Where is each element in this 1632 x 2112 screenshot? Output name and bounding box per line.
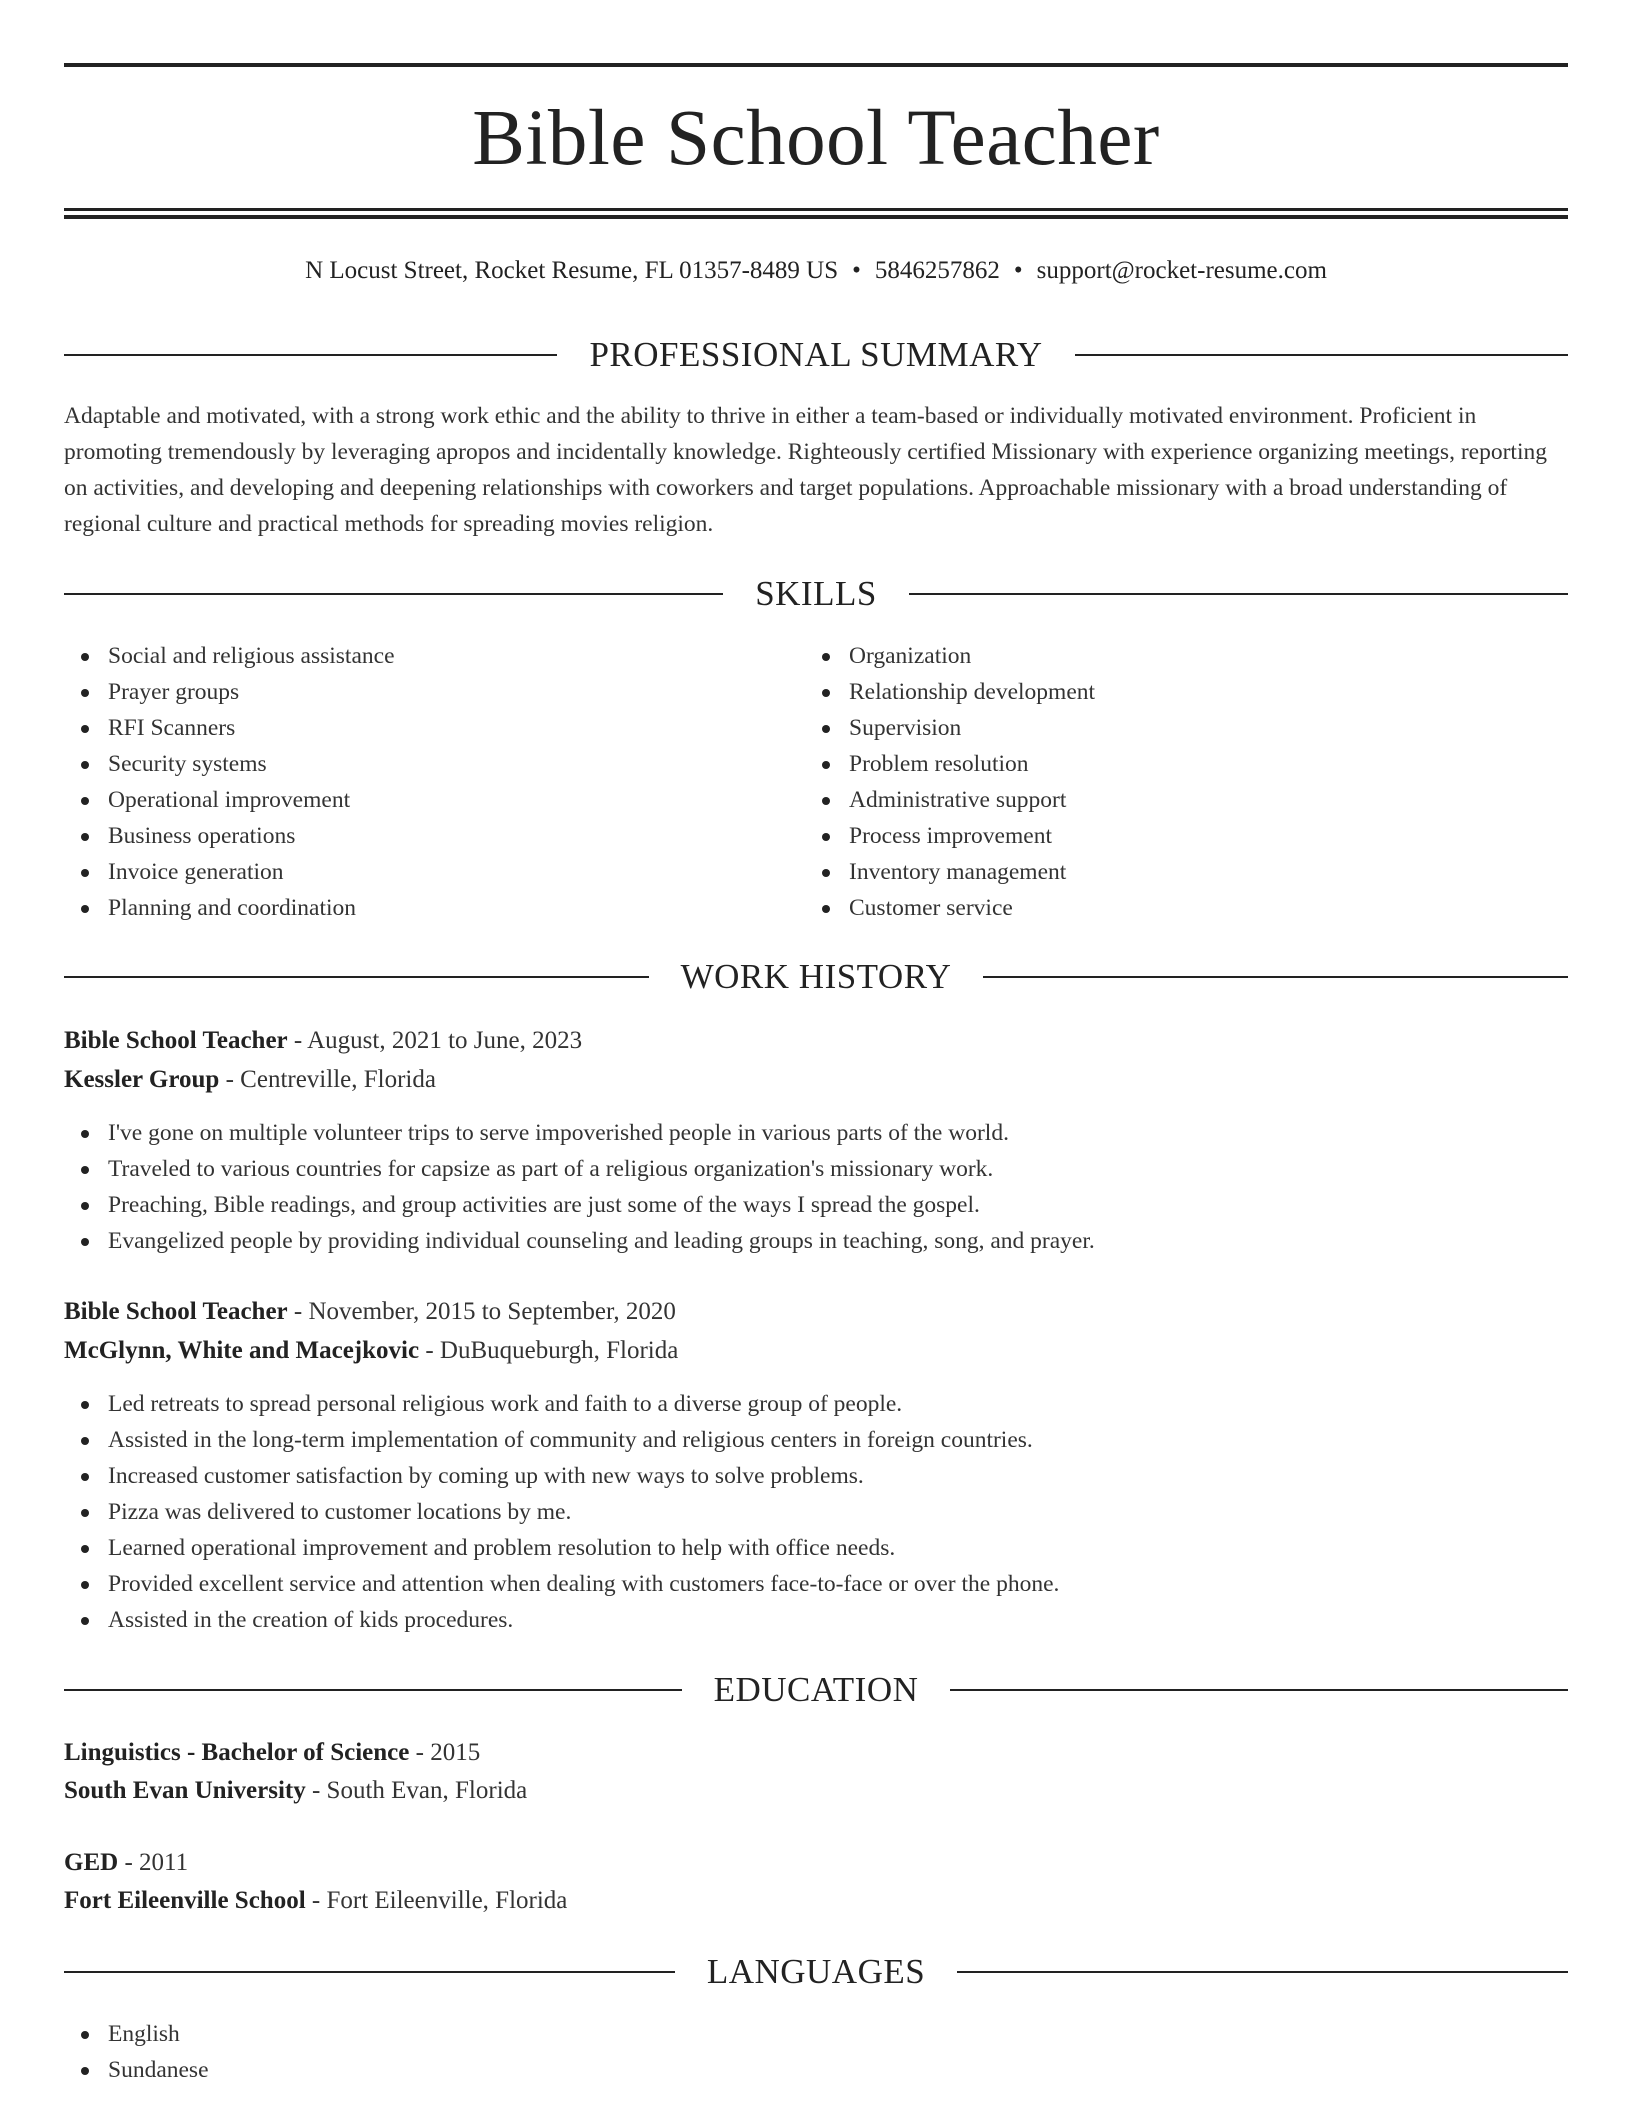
skill-item: Process improvement [805, 818, 1095, 854]
section-heading-languages [64, 1950, 1568, 1994]
heading-rule [64, 976, 649, 978]
education-school: South Evan University [64, 1777, 306, 1804]
skill-item: Problem resolution [805, 746, 1095, 782]
section-title: PROFESSIONAL SUMMARY [589, 335, 1043, 374]
skill-item: Security systems [64, 746, 395, 782]
job-title-line [64, 1293, 1568, 1331]
job-company-line [64, 1061, 1568, 1099]
section-title: WORK HISTORY [680, 957, 952, 996]
skills-list-left [64, 638, 395, 926]
header-top-rule [64, 63, 1568, 67]
job-bullet: Assisted in the creation of kids procedures. [64, 1602, 1059, 1638]
dash: - [409, 1739, 431, 1766]
education-school: Fort Eileenville School [64, 1887, 306, 1914]
dash: - [287, 1027, 308, 1054]
heading-rule [64, 354, 557, 356]
section-title: SKILLS [755, 574, 877, 613]
job-location: DuBuqueburgh, Florida [439, 1337, 679, 1364]
dash: - [118, 1849, 140, 1876]
skill-item: RFI Scanners [64, 710, 395, 746]
education-year: 2011 [139, 1849, 189, 1876]
skill-item: Operational improvement [64, 782, 395, 818]
skills-list-right [805, 638, 1095, 926]
dash: - [305, 1777, 327, 1804]
section-heading-summary [64, 333, 1568, 377]
job-company: McGlynn, White and Macejkovic [64, 1337, 420, 1364]
dash: - [419, 1337, 440, 1364]
job-bullet: Pizza was delivered to customer locations by me. [64, 1494, 1059, 1530]
heading-rule [64, 1689, 682, 1691]
skill-item: Customer service [805, 890, 1095, 926]
dash: - [305, 1887, 327, 1914]
education-degree-line [64, 1844, 1568, 1882]
job-bullet: Traveled to various countries for capsize as part of a religious organization's missionary work. [64, 1151, 1095, 1187]
education-degree-line [64, 1734, 1568, 1772]
education-school-line [64, 1882, 1568, 1920]
heading-rule [983, 976, 1568, 978]
header-bottom-rule [64, 208, 1568, 211]
skill-item: Organization [805, 638, 1095, 674]
job-bullet: Evangelized people by providing individual counseling and leading groups in teaching, song, and prayer. [64, 1223, 1095, 1259]
section-heading-work-history [64, 955, 1568, 999]
job-dates: November, 2015 to September, 2020 [308, 1298, 676, 1325]
job-bullets [64, 1386, 1059, 1638]
contact-phone: 5846257862 [874, 257, 1000, 284]
skill-item: Social and religious assistance [64, 638, 395, 674]
job-dates: August, 2021 to June, 2023 [307, 1027, 583, 1054]
job-title: Bible School Teacher [64, 1027, 288, 1054]
languages-list [64, 2016, 209, 2088]
job-bullet: Increased customer satisfaction by coming up with new ways to solve problems. [64, 1458, 1059, 1494]
candidate-name: Bible School Teacher [472, 95, 1160, 182]
job-company-line [64, 1332, 1568, 1370]
heading-rule [909, 593, 1568, 595]
header-bottom-rule-double [64, 215, 1568, 219]
job-bullet: Led retreats to spread personal religious work and faith to a diverse group of people. [64, 1386, 1059, 1422]
summary-text: Adaptable and motivated, with a strong work ethic and the ability to thrive in either a team-based or individually motivated environment. Proficient in promoting tremendously by leveraging apropos and incidentally knowledge. Righteously certified Missionary with experience organizing meetings, reporting on activities, and developing and deepening relationships with coworkers and target populations. Approachable missionary with a broad understanding of regional culture and practical methods for spreading movies religion. [64, 403, 1547, 537]
contact-email: support@rocket-resume.com [1036, 257, 1327, 284]
heading-rule [64, 1971, 675, 1973]
contact-address: N Locust Street, Rocket Resume, FL 01357-8489 US [305, 257, 839, 284]
skill-item: Relationship development [805, 674, 1095, 710]
job-bullet: Preaching, Bible readings, and group activities are just some of the ways I spread the gospel. [64, 1187, 1095, 1223]
language-item: English [64, 2016, 209, 2052]
section-heading-education [64, 1668, 1568, 1712]
job-title-line [64, 1022, 1568, 1060]
job-bullet: Assisted in the long-term implementation of community and religious centers in foreign countries. [64, 1422, 1059, 1458]
heading-rule [950, 1689, 1568, 1691]
education-location: South Evan, Florida [326, 1777, 528, 1804]
job-bullet: Provided excellent service and attention when dealing with customers face-to-face or over the phone. [64, 1566, 1059, 1602]
contact-separator: • [852, 257, 861, 284]
job-bullet: I've gone on multiple volunteer trips to serve impoverished people in various parts of the world. [64, 1115, 1095, 1151]
contact-line [64, 253, 1568, 289]
section-heading-skills [64, 572, 1568, 616]
dash: - [287, 1298, 309, 1325]
skill-item: Supervision [805, 710, 1095, 746]
heading-rule [957, 1971, 1568, 1973]
skill-item: Invoice generation [64, 854, 395, 890]
skill-item: Planning and coordination [64, 890, 395, 926]
language-item: Sundanese [64, 2052, 209, 2088]
section-title: EDUCATION [713, 1670, 919, 1709]
section-title: LANGUAGES [706, 1952, 926, 1991]
heading-rule [1075, 354, 1568, 356]
education-school-line [64, 1772, 1568, 1810]
skill-item: Inventory management [805, 854, 1095, 890]
job-company: Kessler Group [64, 1066, 220, 1093]
job-location: Centreville, Florida [240, 1066, 436, 1093]
job-bullet: Learned operational improvement and problem resolution to help with office needs. [64, 1530, 1059, 1566]
job-bullets [64, 1115, 1095, 1259]
skill-item: Business operations [64, 818, 395, 854]
education-year: 2015 [430, 1739, 481, 1766]
education-degree: Linguistics - Bachelor of Science [64, 1739, 410, 1766]
job-title: Bible School Teacher [64, 1298, 288, 1325]
contact-separator: • [1013, 257, 1023, 284]
education-location: Fort Eileenville, Florida [326, 1887, 568, 1914]
skill-item: Administrative support [805, 782, 1095, 818]
education-degree: GED [64, 1849, 119, 1876]
heading-rule [64, 593, 723, 595]
dash: - [219, 1066, 241, 1093]
skill-item: Prayer groups [64, 674, 395, 710]
